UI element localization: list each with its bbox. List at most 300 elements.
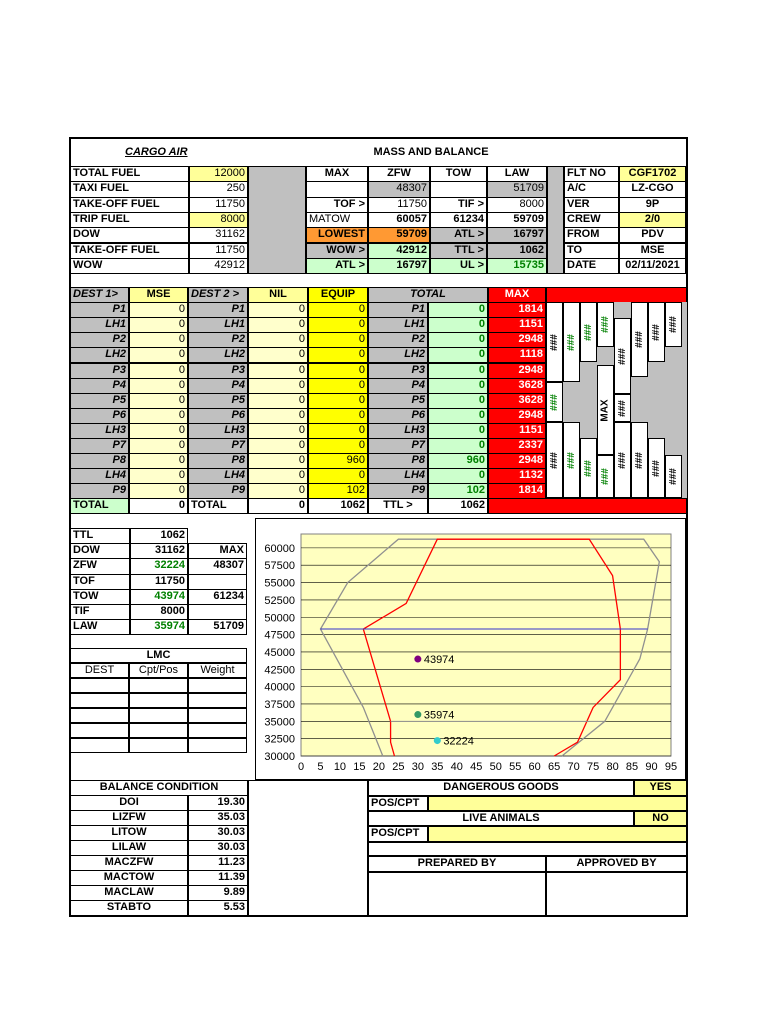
total-weight: 0 bbox=[428, 347, 488, 363]
limits-tow-value: UL > bbox=[430, 258, 487, 274]
cargo-pos-mid-text: ### bbox=[617, 399, 628, 417]
cargo-pos-lower-text: ### bbox=[668, 468, 679, 485]
lmc-empty-cell bbox=[129, 738, 188, 753]
live-animals-value: NO bbox=[634, 811, 687, 826]
cargo-pos-upper bbox=[546, 302, 563, 382]
cargo-pos-lower-text: ### bbox=[583, 459, 594, 477]
dangerous-goods-value: YES bbox=[634, 780, 687, 796]
dest2-weight: 0 bbox=[248, 317, 308, 333]
max-weight: 1814 bbox=[488, 483, 546, 499]
summary-label: TIF bbox=[70, 604, 130, 620]
cargo-pos-upper-text: ### bbox=[617, 347, 628, 365]
summary-label: TOW bbox=[70, 589, 130, 605]
dest2-pos: P3 bbox=[188, 363, 248, 379]
total-pos: P1 bbox=[368, 302, 428, 318]
cargo-pos-lower-text: ### bbox=[634, 451, 645, 469]
dest1-weight: 0 bbox=[129, 363, 188, 379]
max-weight: 1151 bbox=[488, 317, 546, 333]
load-total-equip: 1062 bbox=[308, 498, 368, 514]
flight-info-label: FROM bbox=[564, 227, 619, 243]
cg-point bbox=[414, 656, 421, 663]
dest1-weight: 0 bbox=[129, 317, 188, 333]
x-tick-label: 0 bbox=[297, 761, 305, 773]
total-weight: 0 bbox=[428, 317, 488, 333]
max-weight: 2948 bbox=[488, 453, 546, 469]
dest1-weight: 0 bbox=[129, 332, 188, 348]
flight-info-label: DATE bbox=[564, 258, 619, 274]
dest2-weight: 0 bbox=[248, 453, 308, 469]
x-tick-label: 60 bbox=[528, 761, 541, 773]
x-tick-label: 80 bbox=[606, 761, 619, 773]
fuel-divider bbox=[248, 166, 306, 274]
x-tick-label: 90 bbox=[645, 761, 658, 773]
fuel-label: TAXI FUEL bbox=[70, 181, 189, 197]
flight-info-label: CREW bbox=[564, 212, 619, 228]
dest2-pos: P7 bbox=[188, 438, 248, 454]
total-weight: 0 bbox=[428, 393, 488, 409]
chart-plot-area bbox=[301, 534, 671, 756]
load-total-dest2: 0 bbox=[248, 498, 308, 514]
flight-info-label: FLT NO bbox=[564, 166, 619, 182]
x-tick-label: 85 bbox=[625, 761, 639, 773]
max-weight: 3628 bbox=[488, 378, 546, 394]
summary-value: 43974 bbox=[130, 589, 188, 605]
lmc-empty-cell bbox=[188, 738, 247, 753]
lmc-empty-cell bbox=[70, 738, 129, 753]
dest1-code: MSE bbox=[129, 287, 188, 303]
dest1-weight: 0 bbox=[129, 347, 188, 363]
lmc-empty-cell bbox=[129, 723, 188, 738]
equip-weight: 0 bbox=[308, 468, 368, 484]
flight-info-value: MSE bbox=[619, 243, 686, 259]
max-weight: 1814 bbox=[488, 302, 546, 318]
limits-max-header: MAX bbox=[306, 166, 368, 182]
total-pos: LH2 bbox=[368, 347, 428, 363]
x-tick-label: 55 bbox=[509, 761, 522, 773]
lmc-empty-cell bbox=[129, 678, 188, 693]
dest2-code: NIL bbox=[248, 287, 308, 303]
dest1-weight: 0 bbox=[129, 453, 188, 469]
total-pos: P5 bbox=[368, 393, 428, 409]
max-weight: 2337 bbox=[488, 438, 546, 454]
lmc-empty-cell bbox=[70, 693, 129, 708]
total-pos: P4 bbox=[368, 378, 428, 394]
limits-zfw-value: 59709 bbox=[368, 227, 430, 243]
equip-weight: 0 bbox=[308, 317, 368, 333]
equip-weight: 0 bbox=[308, 408, 368, 424]
fuel-value: 12000 bbox=[189, 166, 248, 182]
summary-value: 31162 bbox=[130, 543, 188, 559]
flight-info-value: 9P bbox=[619, 197, 686, 213]
x-tick-label: 25 bbox=[392, 761, 405, 773]
flight-divider bbox=[547, 166, 564, 274]
total-weight: 960 bbox=[428, 453, 488, 469]
flight-info-value: 02/11/2021 bbox=[619, 258, 686, 274]
dest1-weight: 0 bbox=[129, 468, 188, 484]
total-weight: 0 bbox=[428, 468, 488, 484]
limits-row-label bbox=[306, 181, 368, 197]
total-weight: 0 bbox=[428, 302, 488, 318]
prepared-by-field bbox=[368, 872, 546, 916]
total-pos: LH3 bbox=[368, 423, 428, 439]
dest2-pos: LH4 bbox=[188, 468, 248, 484]
company-name: CARGO AIR bbox=[125, 146, 188, 158]
dest2-weight: 0 bbox=[248, 483, 308, 499]
flight-info-label: VER bbox=[564, 197, 619, 213]
summary-value: 35974 bbox=[130, 619, 188, 635]
limits-law-value: 15735 bbox=[487, 258, 547, 274]
total-weight: 102 bbox=[428, 483, 488, 499]
balance-label: MACLAW bbox=[70, 885, 188, 901]
y-tick-label: 52500 bbox=[264, 594, 295, 607]
summary-label: ZFW bbox=[70, 558, 130, 574]
balance-value: 9.89 bbox=[188, 885, 248, 901]
fuel-label: DOW bbox=[70, 227, 189, 243]
lmc-title: LMC bbox=[70, 648, 247, 663]
cargo-pos-lower bbox=[648, 438, 665, 498]
total-weight: 0 bbox=[428, 332, 488, 348]
y-tick-label: 42500 bbox=[264, 664, 295, 677]
equip-weight: 960 bbox=[308, 453, 368, 469]
equip-weight: 102 bbox=[308, 483, 368, 499]
pos-cpt-label-1: POS/CPT bbox=[368, 796, 428, 811]
dest2-header: DEST 2 > bbox=[188, 287, 248, 303]
total-pos: P3 bbox=[368, 363, 428, 379]
load-total-red-fill bbox=[488, 498, 687, 514]
balance-label: MACTOW bbox=[70, 870, 188, 886]
y-tick-label: 45000 bbox=[264, 646, 295, 659]
cg-point bbox=[414, 711, 421, 718]
summary-max: MAX bbox=[188, 543, 247, 559]
summary-value: 1062 bbox=[130, 528, 188, 544]
total-pos: P7 bbox=[368, 438, 428, 454]
dest1-header: DEST 1> bbox=[70, 287, 129, 303]
balance-value: 30.03 bbox=[188, 840, 248, 856]
cargo-pos-lower bbox=[563, 422, 580, 498]
balance-value: 35.03 bbox=[188, 810, 248, 826]
dest1-pos: P6 bbox=[70, 408, 129, 424]
x-tick-label: 75 bbox=[586, 761, 600, 773]
fuel-value: 250 bbox=[189, 181, 248, 197]
dest2-weight: 0 bbox=[248, 302, 308, 318]
flight-info-value: LZ-CGO bbox=[619, 181, 686, 197]
dest2-pos: P2 bbox=[188, 332, 248, 348]
x-tick-label: 20 bbox=[372, 761, 386, 773]
summary-value: 8000 bbox=[130, 604, 188, 620]
sign-gap bbox=[368, 842, 687, 856]
fuel-value: 31162 bbox=[189, 227, 248, 243]
equip-weight: 0 bbox=[308, 347, 368, 363]
summary-label: DOW bbox=[70, 543, 130, 559]
max-weight: 2948 bbox=[488, 363, 546, 379]
total-pos: LH1 bbox=[368, 317, 428, 333]
summary-value: 32224 bbox=[130, 558, 188, 574]
x-tick-label: 50 bbox=[489, 761, 502, 773]
max-header-fill bbox=[546, 287, 687, 303]
dest1-pos: LH2 bbox=[70, 347, 129, 363]
cargo-pos-lower bbox=[614, 422, 631, 498]
y-tick-label: 60000 bbox=[264, 542, 295, 555]
cargo-pos-upper-text: ### bbox=[549, 333, 560, 351]
y-tick-label: 32500 bbox=[264, 733, 295, 746]
total-pos: P9 bbox=[368, 483, 428, 499]
dest1-pos: P8 bbox=[70, 453, 129, 469]
cargo-pos-upper bbox=[614, 318, 631, 394]
cargo-pos-lower-text: ### bbox=[566, 451, 577, 469]
cargo-pos-lower-text: ### bbox=[600, 468, 611, 485]
cargo-pos-mid bbox=[546, 382, 563, 422]
lmc-empty-cell bbox=[188, 678, 247, 693]
lmc-empty-cell bbox=[188, 693, 247, 708]
cargo-pos-lower bbox=[546, 422, 563, 498]
cargo-pos-upper bbox=[580, 302, 597, 362]
summary-label: TOF bbox=[70, 574, 130, 590]
lmc-col-header: Cpt/Pos bbox=[129, 663, 188, 678]
balance-title: BALANCE CONDITION bbox=[70, 780, 248, 796]
dest1-weight: 0 bbox=[129, 378, 188, 394]
fuel-label: TRIP FUEL bbox=[70, 212, 189, 228]
equip-weight: 0 bbox=[308, 393, 368, 409]
equip-weight: 0 bbox=[308, 302, 368, 318]
limits-zfw-header: ZFW bbox=[368, 166, 430, 182]
live-animals-label: LIVE ANIMALS bbox=[368, 811, 634, 826]
summary-max bbox=[188, 574, 247, 590]
fuel-label: TAKE-OFF FUEL bbox=[70, 243, 189, 259]
balance-value: 30.03 bbox=[188, 825, 248, 841]
summary-label: LAW bbox=[70, 619, 130, 635]
limits-row-label: TOF > bbox=[306, 197, 368, 213]
x-tick-label: 30 bbox=[411, 761, 424, 773]
x-tick-label: 95 bbox=[664, 761, 678, 773]
summary-max: 48307 bbox=[188, 558, 247, 574]
limits-zfw-value: 42912 bbox=[368, 243, 430, 259]
max-header: MAX bbox=[488, 287, 546, 303]
cargo-pos-upper-text: ### bbox=[651, 323, 662, 341]
dest2-weight: 0 bbox=[248, 378, 308, 394]
limits-tow-value bbox=[430, 181, 487, 197]
flight-info-label: TO bbox=[564, 243, 619, 259]
pos-cpt-label-2: POS/CPT bbox=[368, 826, 428, 842]
x-tick-label: 45 bbox=[470, 761, 483, 773]
balance-label: LITOW bbox=[70, 825, 188, 841]
y-tick-label: 30000 bbox=[264, 751, 295, 763]
balance-label: LILAW bbox=[70, 840, 188, 856]
dest1-pos: LH3 bbox=[70, 423, 129, 439]
dangerous-goods-label: DANGEROUS GOODS bbox=[368, 780, 634, 796]
balance-value: 11.39 bbox=[188, 870, 248, 886]
balance-spacer bbox=[248, 780, 368, 916]
dest2-weight: 0 bbox=[248, 393, 308, 409]
total-weight: 0 bbox=[428, 378, 488, 394]
load-total-label2: TOTAL bbox=[188, 498, 248, 514]
cargo-pos-lower-text: ### bbox=[651, 459, 662, 477]
limits-zfw-value: 60057 bbox=[368, 212, 430, 228]
dest1-weight: 0 bbox=[129, 302, 188, 318]
limits-law-value: 51709 bbox=[487, 181, 547, 197]
equip-weight: 0 bbox=[308, 423, 368, 439]
x-tick-label: 40 bbox=[450, 761, 463, 773]
fuel-value: 42912 bbox=[189, 258, 248, 274]
total-weight: 0 bbox=[428, 438, 488, 454]
dest1-pos: P3 bbox=[70, 363, 129, 379]
equip-header: EQUIP bbox=[308, 287, 368, 303]
cargo-pos-upper bbox=[597, 302, 614, 347]
cargo-pos-upper-text: ### bbox=[600, 316, 611, 333]
balance-label: LIZFW bbox=[70, 810, 188, 826]
y-tick-label: 50000 bbox=[264, 612, 295, 625]
equip-weight: 0 bbox=[308, 378, 368, 394]
total-header: TOTAL bbox=[368, 287, 488, 303]
dest1-weight: 0 bbox=[129, 483, 188, 499]
dest1-weight: 0 bbox=[129, 393, 188, 409]
lmc-empty-cell bbox=[70, 708, 129, 723]
lmc-empty-cell bbox=[129, 708, 188, 723]
total-pos: P8 bbox=[368, 453, 428, 469]
flight-info-value: 2/0 bbox=[619, 212, 686, 228]
dest2-pos: P1 bbox=[188, 302, 248, 318]
balance-value: 19.30 bbox=[188, 795, 248, 811]
cargo-pos-upper bbox=[631, 302, 648, 377]
limits-law-value: 1062 bbox=[487, 243, 547, 259]
cargo-pos-upper bbox=[648, 302, 665, 362]
flight-info-value: PDV bbox=[619, 227, 686, 243]
limits-zfw-value: 48307 bbox=[368, 181, 430, 197]
y-tick-label: 55000 bbox=[264, 577, 295, 590]
flight-info-label: A/C bbox=[564, 181, 619, 197]
limits-tow-header: TOW bbox=[430, 166, 487, 182]
y-tick-label: 47500 bbox=[264, 629, 295, 642]
cargo-max-center-text: MAX bbox=[600, 398, 612, 422]
fuel-label: WOW bbox=[70, 258, 189, 274]
total-weight: 0 bbox=[428, 423, 488, 439]
dest2-weight: 0 bbox=[248, 347, 308, 363]
cargo-pos-lower-text: ### bbox=[549, 451, 560, 469]
x-tick-label: 35 bbox=[431, 761, 444, 773]
dest1-pos: LH1 bbox=[70, 317, 129, 333]
lmc-col-header: DEST bbox=[70, 663, 129, 678]
dest1-weight: 0 bbox=[129, 438, 188, 454]
equip-weight: 0 bbox=[308, 438, 368, 454]
y-tick-label: 40000 bbox=[264, 681, 295, 694]
dest2-pos: LH1 bbox=[188, 317, 248, 333]
cargo-pos-upper-text: ### bbox=[583, 323, 594, 341]
dest2-pos: P5 bbox=[188, 393, 248, 409]
total-pos: LH4 bbox=[368, 468, 428, 484]
y-tick-label: 37500 bbox=[264, 698, 295, 711]
total-weight: 0 bbox=[428, 408, 488, 424]
load-total-value: 1062 bbox=[428, 498, 488, 514]
cargo-pos-upper-text: ### bbox=[634, 331, 645, 348]
limits-zfw-value: 16797 bbox=[368, 258, 430, 274]
approved-by-label: APPROVED BY bbox=[546, 856, 687, 872]
fuel-label: TOTAL FUEL bbox=[70, 166, 189, 182]
cargo-pos-upper bbox=[563, 302, 580, 382]
cargo-pos-lower bbox=[580, 438, 597, 498]
cg-point-label: 35974 bbox=[423, 709, 455, 722]
balance-label: STABTO bbox=[70, 900, 188, 916]
pos-cpt-field-1 bbox=[428, 796, 687, 811]
dest1-pos: P4 bbox=[70, 378, 129, 394]
summary-max: 51709 bbox=[188, 619, 247, 635]
limits-law-value: 8000 bbox=[487, 197, 547, 213]
load-total-dest1: 0 bbox=[129, 498, 188, 514]
dest2-pos: P9 bbox=[188, 483, 248, 499]
dest1-pos: P5 bbox=[70, 393, 129, 409]
dest1-pos: LH4 bbox=[70, 468, 129, 484]
cargo-pos-lower bbox=[631, 422, 648, 498]
limits-zfw-value: 11750 bbox=[368, 197, 430, 213]
cg-point-label: 32224 bbox=[443, 735, 474, 748]
cargo-pos-lower bbox=[665, 455, 682, 498]
cargo-pos-upper-text: ### bbox=[668, 316, 679, 333]
lmc-empty-cell bbox=[70, 723, 129, 738]
max-weight: 2948 bbox=[488, 408, 546, 424]
dest2-pos: LH2 bbox=[188, 347, 248, 363]
page-title: MASS AND BALANCE bbox=[373, 146, 489, 158]
balance-label: DOI bbox=[70, 795, 188, 811]
y-tick-label: 35000 bbox=[264, 716, 295, 729]
cg-point bbox=[434, 737, 441, 744]
dest2-weight: 0 bbox=[248, 438, 308, 454]
x-tick-label: 70 bbox=[567, 761, 580, 773]
x-tick-label: 10 bbox=[333, 761, 347, 773]
max-weight: 1151 bbox=[488, 423, 546, 439]
cg-envelope-chart bbox=[255, 518, 686, 780]
dest1-pos: P9 bbox=[70, 483, 129, 499]
summary-value: 11750 bbox=[130, 574, 188, 590]
dest2-weight: 0 bbox=[248, 363, 308, 379]
prepared-by-label: PREPARED BY bbox=[368, 856, 546, 872]
limits-row-label: LOWEST bbox=[306, 227, 368, 243]
max-weight: 1118 bbox=[488, 347, 546, 363]
limits-tow-value: 61234 bbox=[430, 212, 487, 228]
dest2-pos: P4 bbox=[188, 378, 248, 394]
flight-info-value: CGF1702 bbox=[619, 166, 686, 182]
x-tick-label: 15 bbox=[353, 761, 366, 773]
summary-max bbox=[188, 604, 247, 620]
x-tick-label: 5 bbox=[317, 761, 324, 773]
cargo-pos-mid-text: ### bbox=[549, 393, 560, 411]
limits-law-value: 16797 bbox=[487, 227, 547, 243]
lmc-col-header: Weight bbox=[188, 663, 247, 678]
max-weight: 2948 bbox=[488, 332, 546, 348]
dest2-pos: P8 bbox=[188, 453, 248, 469]
fuel-value: 11750 bbox=[189, 243, 248, 259]
balance-value: 5.53 bbox=[188, 900, 248, 916]
y-tick-label: 57500 bbox=[264, 560, 295, 573]
max-weight: 1132 bbox=[488, 468, 546, 484]
limits-row-label: MATOW bbox=[306, 212, 368, 228]
summary-label: TTL bbox=[70, 528, 130, 544]
fuel-value: 8000 bbox=[189, 212, 248, 228]
cargo-pos-lower-text: ### bbox=[617, 451, 628, 469]
cargo-pos-upper-text: ### bbox=[566, 333, 577, 351]
cg-point-label: 43974 bbox=[423, 654, 455, 667]
dest2-pos: LH3 bbox=[188, 423, 248, 439]
limits-row-label: ATL > bbox=[306, 258, 368, 274]
equip-weight: 0 bbox=[308, 363, 368, 379]
cargo-pos-mid bbox=[614, 394, 631, 422]
dest2-weight: 0 bbox=[248, 332, 308, 348]
dest1-pos: P7 bbox=[70, 438, 129, 454]
dest2-weight: 0 bbox=[248, 408, 308, 424]
lmc-empty-cell bbox=[129, 693, 188, 708]
x-tick-label: 65 bbox=[548, 761, 561, 773]
limits-row-label: WOW > bbox=[306, 243, 368, 259]
dest1-weight: 0 bbox=[129, 423, 188, 439]
dest2-weight: 0 bbox=[248, 423, 308, 439]
fuel-value: 11750 bbox=[189, 197, 248, 213]
